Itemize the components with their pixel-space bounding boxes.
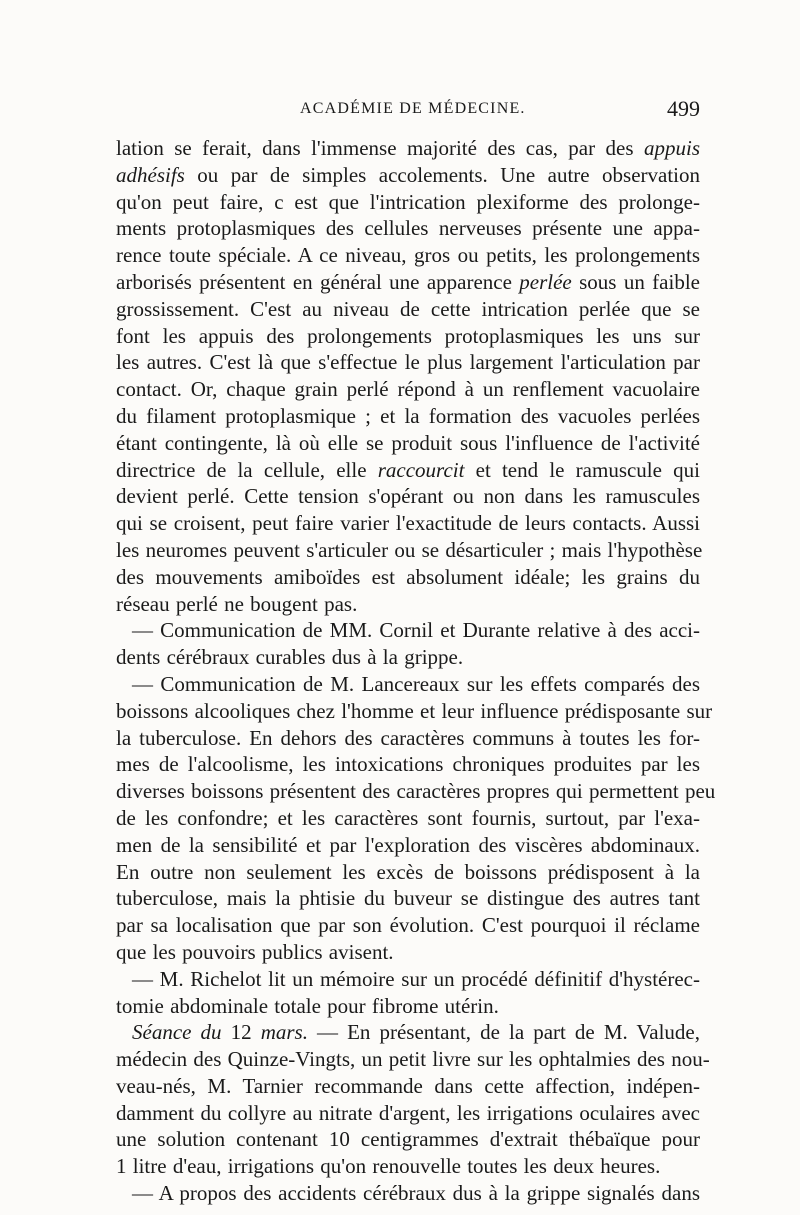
text-segment: étant contingente, là où elle se produit sous l'influence de l'activité [116, 430, 700, 455]
page-number: 499 [667, 96, 700, 121]
text-line [116, 591, 700, 618]
text-line [116, 1153, 700, 1180]
text-line [116, 537, 703, 564]
text-segment: — En présentant, de la part de M. Valude, [307, 1020, 701, 1045]
text-line [116, 671, 700, 698]
text-line [116, 1019, 700, 1046]
text-line [116, 1046, 710, 1073]
text-segment: qui se croisent, peut faire varier l'exactitude de leurs contacts. Aussi [116, 511, 700, 536]
text-line [116, 430, 700, 457]
text-segment: damment du collyre au nitrate d'argent, les irrigations oculaires avec [116, 1100, 700, 1125]
text-line [116, 1100, 700, 1127]
italic-text: raccourcit [377, 457, 465, 482]
text-line [116, 403, 700, 430]
text-segment: En outre non seulement les excès de boissons prédisposent à la [116, 859, 700, 884]
text-segment: men de la sensibilité et par l'exploration des viscères abdominaux. [116, 832, 700, 857]
italic-text: adhésifs [116, 162, 185, 187]
text-segment: — Communication de MM. Cornil et Durante relative à des acci- [132, 618, 700, 643]
text-line [116, 966, 700, 993]
text-line [116, 939, 700, 966]
text-segment: rence toute spéciale. A ce niveau, gros ou petits, les prolongements [116, 243, 700, 268]
text-segment: devient perlé. Cette tension s'opérant ou non dans les ramuscules [116, 484, 700, 509]
italic-text: appuis [643, 136, 700, 160]
text-segment: une solution contenant 10 centigrammes d'extrait thébaïque pour [116, 1127, 700, 1152]
italic-text: perlée [519, 269, 572, 294]
text-line [116, 349, 700, 376]
text-line [116, 698, 713, 725]
text-segment: des mouvements amiboïdes est absolument idéale; les grains du [116, 564, 700, 589]
text-line [116, 510, 700, 537]
text-line [116, 725, 700, 752]
text-line [116, 617, 700, 644]
text-segment: — A propos des accidents cérébraux dus à la grippe signalés dans [132, 1181, 700, 1206]
text-segment: — Communication de M. Lancereaux sur les effets comparés des [132, 671, 700, 696]
text-line [116, 644, 700, 671]
text-segment: veau-nés, M. Tarnier recommande dans cette affection, indépen- [116, 1073, 700, 1098]
text-segment: 1 litre d'eau, irrigations qu'on renouvelle toutes les deux heures. [116, 1154, 661, 1179]
text-segment: boissons alcooliques chez l'homme et leur influence prédisposante sur [116, 698, 713, 723]
text-segment: tuberculose, mais la phtisie du buveur se distingue des autres tant [116, 886, 700, 911]
text-segment: et tend le ramuscule qui [464, 457, 700, 482]
text-line [116, 457, 700, 484]
text-segment: mes de l'alcoolisme, les intoxications chroniques produites par les [116, 752, 700, 777]
text-line [116, 215, 700, 242]
text-segment: diverses boissons présentent des caractères propres qui permettent peu [116, 779, 716, 804]
text-segment: directrice de la cellule, elle [116, 457, 378, 482]
text-segment: contact. Or, chaque grain perlé répond à un renflement vacuolaire [116, 377, 700, 402]
text-line [116, 189, 700, 216]
text-segment: — M. Richelot lit un mémoire sur un procédé définitif d'hystérec- [132, 966, 700, 991]
text-segment: lation se ferait, dans l'immense majorité des cas, par des [116, 136, 644, 160]
text-segment: font les appuis des prolongements protoplasmiques les uns sur [116, 323, 700, 348]
text-line [116, 483, 700, 510]
text-line [116, 885, 700, 912]
text-segment: réseau perlé ne bougent pas. [116, 591, 358, 616]
text-line [116, 1073, 700, 1100]
text-segment: ou par de simples accolements. Une autre observation [184, 162, 700, 187]
text-segment: la tuberculose. En dehors des caractères communs à toutes les for- [116, 725, 700, 750]
text-line [116, 162, 700, 189]
text-line [116, 296, 700, 323]
text-segment: de les confondre; et les caractères sont fournis, surtout, par l'exa- [116, 805, 700, 830]
text-line [116, 564, 700, 591]
text-line [116, 993, 700, 1020]
text-segment: 12 [221, 1020, 261, 1045]
text-segment: par sa localisation que par son évolution. C'est pourquoi il réclame [116, 913, 700, 938]
text-line [116, 778, 716, 805]
text-line [116, 135, 700, 162]
text-line [116, 805, 700, 832]
body-text [116, 135, 716, 1207]
text-segment: grossissement. C'est au niveau de cette intrication perlée que se [116, 296, 700, 321]
text-line [116, 1180, 700, 1207]
text-segment: qu'on peut faire, c est que l'intrication plexiforme des prolonge- [116, 189, 700, 214]
text-segment: sous un faible [571, 269, 700, 294]
text-segment: que les pouvoirs publics avisent. [116, 939, 394, 964]
text-segment: du filament protoplasmique ; et la formation des vacuoles perlées [116, 403, 700, 428]
text-segment: arborisés présentent en général une apparence [116, 269, 520, 294]
text-segment: dents cérébraux curables dus à la grippe. [116, 645, 464, 670]
page-header [116, 94, 700, 126]
text-line [116, 832, 700, 859]
text-segment: tomie abdominale totale pour fibrome utérin. [116, 993, 499, 1018]
running-head: ACADÉMIE DE MÉDECINE. [300, 100, 526, 117]
text-line [116, 269, 700, 296]
text-line [116, 912, 700, 939]
text-line [116, 859, 700, 886]
text-line [116, 1126, 700, 1153]
text-segment: ments protoplasmiques des cellules nerveuses présente une appa- [116, 216, 700, 241]
text-segment: les neuromes peuvent s'articuler ou se désarticuler ; mais l'hypothèse [116, 537, 703, 562]
text-segment: médecin des Quinze-Vingts, un petit livre sur les ophtalmies des nou- [116, 1047, 710, 1072]
italic-text: Séance du [132, 1020, 222, 1045]
text-line [116, 323, 700, 350]
text-segment: les autres. C'est là que s'effectue le plus largement l'articulation par [116, 350, 700, 375]
text-line [116, 242, 700, 269]
text-line [116, 751, 700, 778]
text-line [116, 376, 700, 403]
italic-text: mars. [260, 1020, 308, 1045]
